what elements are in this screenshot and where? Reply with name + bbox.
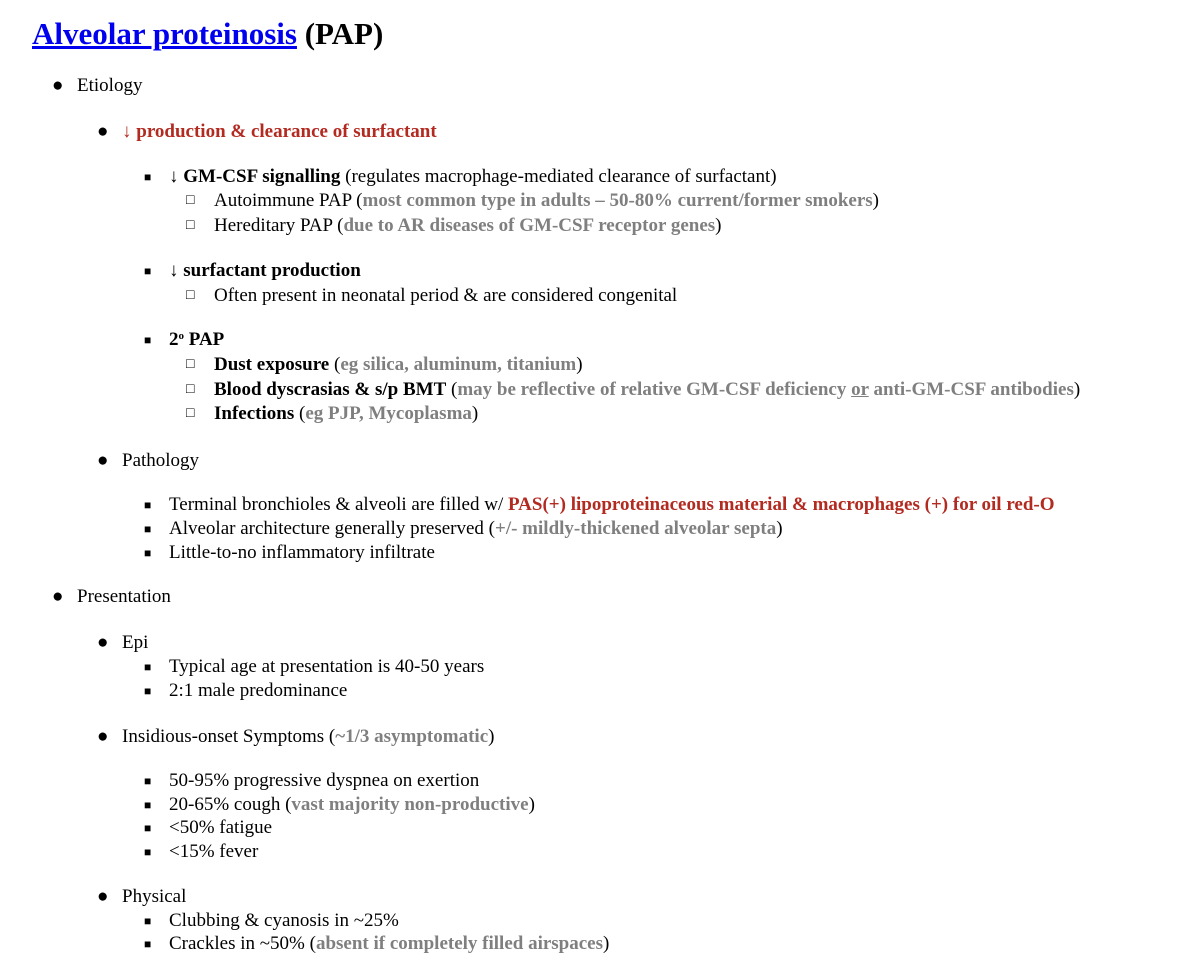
square-bullet-icon: ■ [144,333,152,347]
list-item-presentation [52,585,171,609]
list-item-alveolar-architecture [144,517,783,541]
list-item-fever [144,840,259,864]
item-text: Etiology [77,75,143,96]
hollow-square-bullet-icon: □ [186,218,195,233]
list-item-symptoms [97,725,495,749]
bullet-icon: ● [97,121,109,142]
hollow-square-bullet-icon: □ [186,288,195,303]
bullet-icon: ● [97,450,109,471]
list-item-autoimmune-pap [186,189,879,213]
item-text-end: ) [603,933,610,954]
square-bullet-icon: ■ [144,821,152,835]
list-item-epi [97,631,149,655]
item-text: <15% fever [169,841,259,862]
title-link[interactable]: Alveolar proteinosis [32,16,297,51]
item-detail: +/- mildly-thickened alveolar septa [495,518,777,539]
item-heading: 2$^o$ PAP [169,329,225,350]
bullet-icon: ● [97,886,109,907]
item-text: Hereditary PAP ( [214,215,344,236]
list-item-production-clearance [97,120,437,144]
bullet-icon: ● [52,586,64,607]
item-heading: Blood dyscrasias & s/p BMT [214,379,447,400]
item-heading: Dust exposure [214,354,330,375]
item-text: Crackles in ~50% ( [169,933,316,954]
item-text: Terminal bronchioles & alveoli are filled w/ [169,494,508,515]
item-text: ( [329,354,341,375]
item-text: 2:1 male predominance [169,680,348,701]
item-text-end: ) [471,403,479,424]
list-item-terminal-bronchioles [144,493,1055,517]
bullet-icon: ● [97,632,109,653]
list-item-gmcsf-signalling [144,165,777,189]
item-text-end: ) [1073,379,1081,400]
item-heading: Infections [214,403,295,424]
item-detail-underlined: or [851,379,869,400]
square-bullet-icon: ■ [144,914,152,928]
list-item-hereditary-pap [186,214,722,238]
item-text: Pathology [122,450,200,471]
square-bullet-icon: ■ [144,937,152,951]
item-detail: absent if completely filled airspaces [315,933,604,954]
item-text: Presentation [77,586,171,607]
item-text: 50-95% progressive dyspnea on exertion [169,770,480,791]
item-detail: eg PJP, Mycoplasma [305,403,472,424]
list-item-dyspnea [144,769,480,793]
square-bullet-icon: ■ [144,684,152,698]
list-item-secondary-pap [144,328,225,352]
item-text: Insidious-onset Symptoms ( [122,726,336,747]
item-text: Little-to-no inflammatory infiltrate [169,542,435,563]
title-suffix: (PAP) [296,16,384,51]
item-highlight: PAS(+) lipoproteinaceous material & macrophages (+) for oil red-O [507,494,1055,515]
square-bullet-icon: ■ [144,546,152,560]
list-item-infections [186,402,479,426]
item-text-end: ) [576,354,583,375]
item-detail: due to AR diseases of GM-CSF receptor genes [343,215,716,236]
list-item-blood-dyscrasias [186,378,1081,402]
item-text: Epi [122,632,149,653]
list-item-surfactant-production [144,259,361,283]
list-item-fatigue [144,816,273,840]
square-bullet-icon: ■ [144,660,152,674]
item-text: Autoimmune PAP ( [214,190,363,211]
bullet-icon: ● [52,75,64,96]
item-text: Alveolar architecture generally preserved ( [169,518,495,539]
square-bullet-icon: ■ [144,498,152,512]
item-text-end: ) [715,215,722,236]
list-item-crackles [144,932,610,956]
hollow-square-bullet-icon: □ [186,406,195,421]
item-text-end: ) [776,518,783,539]
list-item-male-predominance [144,679,348,703]
list-item-physical [97,885,187,909]
list-item-infiltrate [144,541,435,565]
item-text: Physical [122,886,187,907]
hollow-square-bullet-icon: □ [186,382,195,397]
list-item-pathology [97,449,200,473]
item-text: Clubbing & cyanosis in ~25% [169,910,399,931]
item-text: ( [446,379,458,400]
item-detail: vast majority non-productive [291,794,529,815]
square-bullet-icon: ■ [144,170,152,184]
item-text: production & clearance of surfactant [136,121,437,142]
list-item-dust-exposure [186,353,583,377]
bullet-icon: ● [97,726,109,747]
page-title [32,14,383,54]
item-text-end: ) [872,190,879,211]
item-detail: eg silica, aluminum, titanium [340,354,577,375]
list-item-typical-age [144,655,485,679]
item-text: 20-65% cough ( [169,794,292,815]
item-text: Typical age at presentation is 40-50 years [169,656,485,677]
hollow-square-bullet-icon: □ [186,357,195,372]
item-text: <50% fatigue [169,817,273,838]
square-bullet-icon: ■ [144,264,152,278]
down-arrow-icon: ↓ [122,121,137,142]
item-text: Often present in neonatal period & are considered congenital [214,285,678,306]
list-item-clubbing [144,909,399,933]
item-detail: ~1/3 asymptomatic [335,726,489,747]
item-note: (regulates macrophage-mediated clearance of surfactant) [340,166,777,187]
item-detail: most common type in adults – 50-80% current/former smokers [362,190,873,211]
square-bullet-icon: ■ [144,798,152,812]
item-text: ( [294,403,306,424]
list-item-cough [144,793,535,817]
item-text-end: ) [528,794,535,815]
item-detail: may be reflective of relative GM-CSF deficiency [457,379,852,400]
item-heading: ↓ GM-CSF signalling [169,166,341,187]
list-item-etiology [52,74,143,98]
item-text-end: ) [488,726,495,747]
item-detail: anti-GM-CSF antibodies [868,379,1074,400]
list-item-neonatal [186,284,678,308]
square-bullet-icon: ■ [144,845,152,859]
square-bullet-icon: ■ [144,774,152,788]
square-bullet-icon: ■ [144,522,152,536]
item-heading: ↓ surfactant production [169,260,361,281]
hollow-square-bullet-icon: □ [186,193,195,208]
